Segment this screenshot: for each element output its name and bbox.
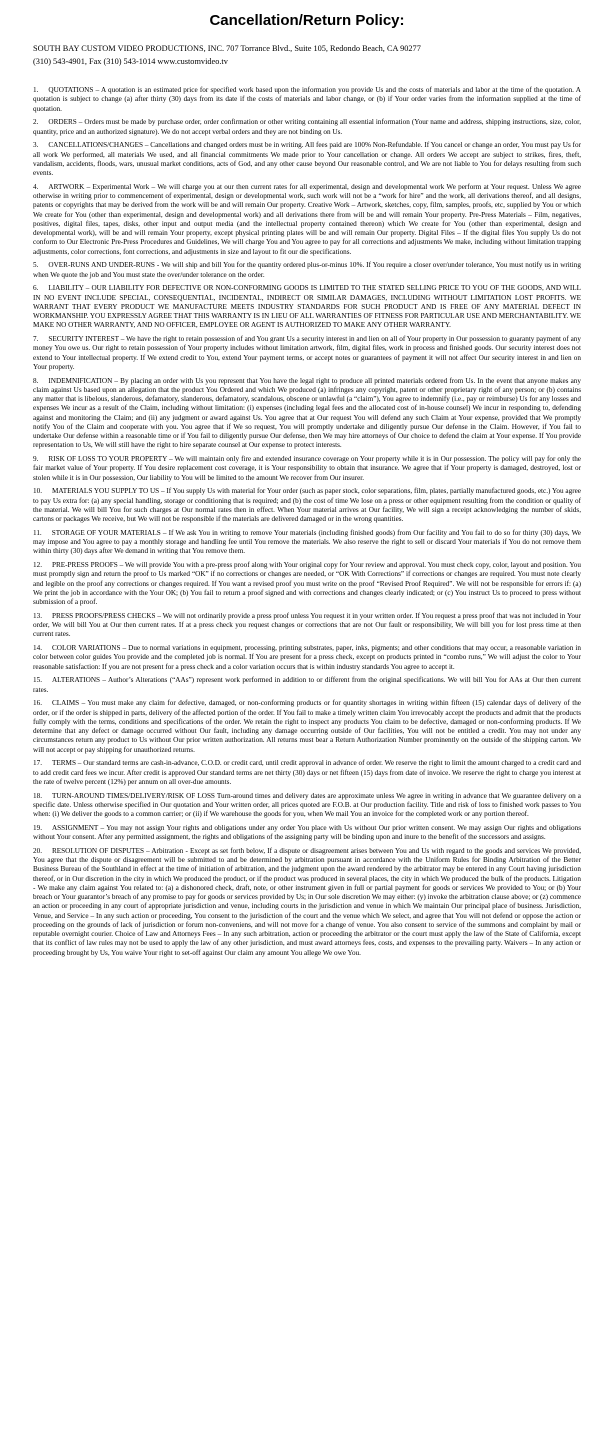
company-address: SOUTH BAY CUSTOM VIDEO PRODUCTIONS, INC. 707 Torrance Blvd., Suite 105, Redondo Beach, CA 90277	[33, 44, 421, 53]
clause-text: STORAGE OF YOUR MATERIALS – If We ask You in writing to remove Your materials (including finished goods) from Our facility and You fail to do so for thirty (30) days, We may impose and You agree to pay a monthly storage and handling fee until You remove the materials. We also reserve the right to sell or discard Your materials if You do not remove them within thirty (30) days after We demand in writing that You remove them.	[33, 528, 581, 556]
clause-text: INDEMNIFICATION – By placing an order with Us you represent that You have the legal right to produce all printed materials ordered from Us. In the event that anyone makes any claim against Us based upon an allegation that the product You Ordered and which We produced (a) infringes any copyright, patent or other proprietary right of any person; or (b) contains any matter that is libelous, slanderous, defamatory, slanderous, defamatory, scandalous, obscene or unlawful (a “claim”), You agree to indemnify (i.e., pay or reimburse) Us for any losses and expenses We incur as a result of the Claim, including without limitation: (i) expenses (including legal fees and the allocated cost of in-house counsel) We incur in responding to, defending against and monitoring the Claim; and (ii) any judgment or award against Us. You agree that at Our request You will defend any such Claim at Your expense, provided that We promptly notify You of the Claim and cooperate with you. You agree that if We so request, You will promptly undertake and diligently pursue Our defense in the Claim. However, if You fail to undertake Our defense within a reasonable time or if You fail to diligently pursue Our defense, then We may hire attorneys of Our choice to defend the claim at Your expense. If You provide representation to Us, We will still have the right to hire separate counsel at Our expense to protect interests.	[33, 376, 581, 450]
policy-clause	[33, 847, 581, 958]
policy-clause	[33, 759, 581, 787]
clause-number: 18.	[33, 791, 42, 800]
clause-text: TERMS – Our standard terms are cash-in-advance, C.O.D. or credit card, until credit approval in advance of order. We reserve the right to limit the amount charged to a credit card and to add credit card fees we incur. After credit is approved Our standard terms are net thirty (30) days or net fifteen (15) days from date of invoice. We reserve the right to charge you interest at the rate of twelve percent (12%) per annum on all over-due amounts.	[33, 759, 581, 786]
clause-number: 10.	[33, 487, 42, 496]
clause-number: 1.	[33, 86, 39, 94]
policy-clause	[33, 335, 581, 372]
clause-number: 14.	[33, 644, 42, 652]
clause-text: LIABILITY – OUR LIABILITY FOR DEFECTIVE OR NON-CONFORMING GOODS IS LIMITED TO THE STATED SELLING PRICE TO YOU OF THE GOODS, AND WILL IN NO EVENT INCLUDE SPECIAL, CONSEQUENTIAL, INCIDENTAL, INDIRECT OR SIMILAR DAMAGES, INCLUDING WITHOUT LIMITATION LOST PROFITS. WE WARRANT THAT EVERY PRODUCT WE MANUFACTURE MEETS INDUSTRY STANDARDS FOR SUCH PRODUCT AND IS FREE OF ANY MATERIAL DEFECT IN WORKMANSHIP. YOU EXPRESSLY AGREE THAT THIS WARRANTY IS IN LIEU OF ALL WARRANTIES OF FITNESS FOR PARTICULAR USE AND MERCHANTABILITY. WE MAKE NO OTHER WARRANTY, AND NO OFFICER, EMPLOYEE OR AGENT IS AUTHORIZED TO MAKE ANY OTHER WARRANTY.	[33, 284, 581, 330]
clause-text: MATERIALS YOU SUPPLY TO US – If You supply Us with material for Your order (such as paper stock, color separations, film, plates, partially manufactured goods, etc.) You agree to pay Us extra for: (a) any special handling, storage or conditioning that is required; and (b) the cost of time We lose on a press or other equipment resulting from the condition or quality of the material. We will bill You for such charges at Our normal rates then in effect. When Your material arrives at Our facility, We will sign a receipt acknowledging the number of skids, cartons or packages We receive, but We will not be responsible if the materials are delivered damaged or in the wrong quantities.	[33, 487, 581, 523]
clause-text: ORDERS – Orders must be made by purchase order, order confirmation or other writing containing all essential information (Your name and address, shipping instructions, size, color, quantity, price and an authorized signature). We do not accept verbal orders and they are not binding on Us.	[33, 118, 581, 136]
clause-text: CLAIMS – You must make any claim for defective, damaged, or non-conforming products or for quantity shortages in writing within fifteen (15) calendar days of delivery of the order, or if the order is shipped in parts, delivery of the affected portion of the order. If You fail to make a timely written claim You irrevocably accept the products and admit that the products fully comply with the terms, conditions and specifications of the order. We retain the right to inspect any products You claim to be defective, damaged or non-conforming products. If We determine that any defect or damage occurred without Our fault, including any damage occurring outside of Our facilities, You will not be entitled a credit. You may not under any circumstances return any product to Us without Our prior written authorization. All returns must bear a Return Authorization Number prominently on the outside of the shipping carton. We will not accept or pay shipping for unauthorized returns.	[33, 699, 581, 754]
clause-text: COLOR VARIATIONS – Due to normal variations in equipment, processing, printing substrates, paper, inks, pigments; and other conditions that may occur, a reasonable variation in color between color guides You provide and the completed job is normal. If You are present for a press check, except on products printed in “combo runs,” We will adjust the color to Your reasonable satisfaction: If you are not present for a press check and a color variation occurs that is within industry standards You agree to accept it.	[33, 644, 581, 671]
policy-clause	[33, 377, 581, 451]
clause-number: 15.	[33, 676, 42, 685]
clause-number: 9.	[33, 455, 39, 463]
clause-number: 7.	[33, 335, 39, 343]
clause-text: ALTERATIONS – Author’s Alterations (“AAs”) represent work performed in addition to or different from the original specifications. We will bill You for AAs at Our then current rates.	[33, 676, 581, 694]
policy-clause	[33, 612, 581, 640]
policy-clause	[33, 455, 581, 483]
clause-number: 3.	[33, 141, 39, 150]
clause-number: 16.	[33, 699, 42, 708]
clause-number: 20.	[33, 846, 42, 855]
clause-number: 11.	[33, 528, 42, 537]
clause-text: PRE-PRESS PROOFS – We will provide You with a pre-press proof along with Your original copy for Your review and approval. You must check copy, color, layout and position. You must promptly sign and return the proof to Us marked “OK” if no corrections or changes are needed, or “OK With Corrections” if corrections or changes are required. You must note clearly and legible on the proof any corrections or changes required. If You want a revised proof you must write on the proof “Revised Proof Required”. We will not be responsible for errors if: (a) We print the job in accordance with the Your OK; (b) You fail to return a proof signed and with corrections and changes clearly indicated; or (c) You instruct Us to proceed to press without submission of a proof.	[33, 561, 581, 606]
clause-text: ASSIGNMENT – You may not assign Your rights and obligations under any order You place with Us without Our prior written consent. We may assign Our rights and obligations without Your consent. After any permitted assignment, the rights and obligations of the assigning party will be binding upon and inure to the benefit of the successors and assigns.	[33, 823, 581, 841]
policy-clause	[33, 824, 581, 843]
clause-number: 13.	[33, 611, 42, 620]
policy-clause	[33, 118, 581, 137]
clause-number: 8.	[33, 376, 39, 385]
clause-number: 6.	[33, 284, 39, 293]
clause-number: 2.	[33, 118, 39, 127]
policy-clause	[33, 676, 581, 695]
clause-text: RESOLUTION OF DISPUTES – Arbitration - Except as set forth below, If a dispute or disagreement arises between You and Us with regard to the goods and services We provided, You agree that the dispute or disagreement will be submitted to and be determined by arbitration pursuant in accordance with the Uniform Rules for Binding Arbitration of the Better Business Bureau of the Southland in effect at the time of initiation of arbitration, and the judgment upon the award rendered by the arbitrator may be entered in any Court having jurisdiction thereof, or in Our discretion in the city in which We produced the product, or if the product was produced in several places, the city in which We produced the bulk of the products. Litigation - We make any claim against You related to: (a) a dishonored check, draft, note, or other instrument given in full or partial payment for goods or services We provided to You; or (b) Your breach or Your guarantor’s breach of any promise to pay for goods or services provided by Us; in Our sole discretion We may either: (y) invoke the arbitration clause above; or (z) commence an action or proceeding in any court of appropriate jurisdiction and venue, including courts in the jurisdiction and venue in which We maintain Our principal place of business. Jurisdiction, Venue, and Service – In any such action or proceeding, You consent to the jurisdiction of the court and the venue which We select, and agree that You will not defend or oppose the action or proceeding on the grounds of lack of jurisdiction or forum non-conveniens, and will not move for a change of venue. You also consent to service of the summons and complaint by mail or reputable overnight courier. Choice of Law and Attorneys Fees – In any such arbitration, action or proceeding the arbitrator or the court must apply the law of the State of California, except that its conflict of law rules may not be used to apply the law of any other jurisdiction, and must award attorneys fees, costs, and expenses to the prevailing party. Waivers – In any action or proceeding brought by Us, You waive Your right to set-off against Our claim any amount You allege We owe You.	[33, 846, 581, 957]
clause-text: QUOTATIONS – A quotation is an estimated price for specified work based upon the information you provide Us and the costs of materials and labor at the time of the quotation. A quotation is subject to change (a) after thirty (30) days from its date if the costs of materials and labor change, or (b) if Your order varies from the information supplied at the time of quotation.	[33, 86, 581, 113]
clause-number: 12.	[33, 561, 42, 569]
policy-clause	[33, 284, 581, 330]
clause-text: OVER-RUNS AND UNDER-RUNS - We will ship and bill You for the quantity ordered plus-or-minus 10%. If You require a closer over/under tolerance, You must notify us in writing when We quote the job and You must state the over/under tolerance on the order.	[33, 261, 581, 279]
clause-number: 17.	[33, 759, 42, 768]
clause-number: 5.	[33, 261, 39, 270]
policy-clause	[33, 487, 581, 524]
policy-clause	[33, 699, 581, 755]
clause-text: SECURITY INTEREST – We have the right to retain possession of and You grant Us a security interest in and lien on all of Your property in Our possession to guaranty payment of any money You owe us. Our right to retain possession of Your property includes without limitation artwork, film, digital files, work in process and finished goods. Our security interest does not extend to Your intellectual property. If We extend credit to You, extend Your payment terms, or accept notes or guarantees of payment it will not affect Our security interest in and lien on Your property.	[33, 335, 581, 371]
policy-clause	[33, 141, 581, 178]
clause-number: 4.	[33, 182, 39, 191]
clause-text: TURN-AROUND TIMES/DELIVERY/RISK OF LOSS Turn-around times and delivery dates are approximate unless We agree in writing in advance that We guarantee delivery on a specific date. Unless otherwise specified in Our quotation and Your written order, all prices quoted are F.O.B. at Our production facility. Title and risk of loss to finished work passes to You when: (i) We deliver the goods to a common carrier; or (ii) if We warehouse the goods for you, when We mail You an invoice for the completed work or any portion thereof.	[33, 791, 581, 818]
clause-number: 19.	[33, 823, 42, 832]
policy-clause	[33, 183, 581, 257]
policy-clause	[33, 644, 581, 672]
policy-clause	[33, 792, 581, 820]
clause-text: PRESS PROOFS/PRESS CHECKS – We will not ordinarily provide a press proof unless You request it in your written order. If You request a press proof that was not included in Your order, We will bill You at Our then current rates. If at a press check you request changes or corrections that are not Our fault or responsibility, We will bill you for lost press time at then current rates.	[33, 611, 581, 639]
company-contact	[33, 42, 581, 68]
page-title: Cancellation/Return Policy:	[209, 12, 405, 29]
clause-text: CANCELLATIONS/CHANGES – Cancellations and changed orders must be in writing. All fees paid are 100% Non-Refundable. If You cancel or change an order, You must pay Us for all work We performed, all materials We used, and all financial commitments We made prior to Your cancellation or change. All orders We accept are subject to strikes, fires, theft, vandalism, accidents, floods, wars, unusual market conditions, acts of God, and any other cause beyond Our reasonable control, and We are not liable to You for delays resulting from such events.	[33, 141, 581, 177]
policy-clause	[33, 561, 581, 607]
company-phone-web: (310) 543-4901, Fax (310) 543-1014 www.customvideo.tv	[33, 57, 228, 66]
policy-clause	[33, 261, 581, 280]
clause-text: ARTWORK – Experimental Work – We will charge you at our then current rates for all experimental, design and developmental work We perform at Your request. Unless We agree otherwise in writing prior to commencement of experimental, design or developmental work, such work will not be a “work for hire” and the work, all derivations thereof, and all designs, patents or copyrights that may be derived from the work will be and will remain Our property. Creative Work – Artwork, sketches, copy, film, samples, proofs, etc, supplied by You or which We create for You (other than experimental, design and developmental work) and all derivations there from will be and will remain Your property. Pre-Press Materials – Film, negatives, positives, digital files, tapes, disks, other input and output media (and the intellectual property contained thereon) which We create for You (other than experimental, design and developmental work), will be and will remain Your property, except physical printing plates will be and will remain Our property. Digital Files – If the digital files You supply Us do not conform to Our Electronic Pre-Press Procedures and Guidelines, We will charge You and You agree to pay for all corrections and adjustments We make, including without limitation trapping adjustments, color corrections, font corrections, and adjustments in size and layout to fit our die specifications.	[33, 182, 581, 256]
clause-text: RISK OF LOSS TO YOUR PROPERTY – We will maintain only fire and extended insurance coverage on Your property while it is in Our possession. The policy will pay for only the fair market value of Your property. If You desire replacement cost coverage, it is Your responsibility to obtain that insurance. We agree that if Your property is damaged, destroyed, lost or stolen while it is in Our possession, Our liability to You will be limited to the amount We recover from Our insurer.	[33, 455, 581, 482]
policy-clause	[33, 86, 581, 114]
policy-clauses	[33, 86, 581, 958]
policy-clause	[33, 529, 581, 557]
